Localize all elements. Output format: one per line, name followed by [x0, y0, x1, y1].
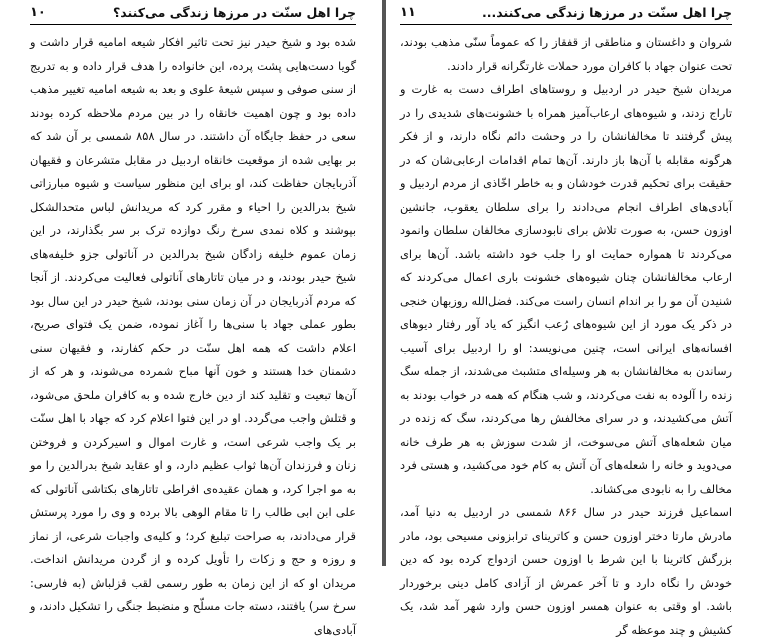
left-page [0, 0, 382, 637]
right-paragraph-2: مریدان شیخ حیدر در اردبیل و روستاهای اطراف دست به غارت و تاراج زدند، و شیوه‌های ارعاب‌آمیز همراه با خشونت‌های شدیدی را در پیش گرفتند تا مخالفانشان را در وحشت دائم نگاه دارند، و از فکر هرگونه مقابله با آن‌ها باز دارند. آن‌ها تمام اقدامات ارعابی‌شان که در حقیقت برای تحکیم قدرت خودشان و به خاطر اخّاذی از مردم اردبیل و آبادی‌های اطراف انجام می‌دادند را برای سلطان یعقوب، جانشین اوزون حسن، به صورت تلاش برای نابودسازی مخالفان سلطان وانمود می‌کردند تا همواره حمایت او را جلب خود داشته باشد. آن‌ها برای ارعاب مخالفانشان چنان شیوه‌های خشونت باری اعمال می‌کردند که شنیدن آن مو را بر اندام انسان راست می‌کند. فضل‌الله روزبهان خنجی در ذکر یک مورد از این شیوه‌های رُعب انگیز که یاد آور رفتار دیوهای افسانه‌های ایرانی است، چنین می‌نویسد: او را اردبیل برای آسیب رساندن به مخالفانشان به هر وسیله‌ای متشبث می‌شدند، از جمله سگ زنده را آلوده به نفت می‌کردند، و شب هنگام که همه در خواب بودند به آتش می‌کشیدند، و در سرای مخالفش رها می‌کردند، سگ که زنده در میان شعله‌های آتش می‌سوخت، از شدت سوزش به هر طرف خانه می‌دوید و خانه را شعله‌های آن آتش به کام خود می‌کشید، و هستی فرد مخالف را به نابودی می‌کشاند. [400, 82, 732, 496]
right-paragraph-1: شروان و داغستان و مناطقی از قفقاز را که عموماً سنّی مذهب بودند، تحت عنوان جهاد با کافران مورد حملات غارتگرانه قرار دادند. [400, 35, 732, 73]
right-page [386, 0, 768, 637]
left-paragraph-1: شده بود و شیخ حیدر نیز تحت تاثیر افکار شیعه امامیه قرار داشت و گویا دست‌هایی پشت پرده، این خانواده را هدف قرار داده و به تدریج از سنی صوفی و سپس شیعهٔ علوی و بعد به شیعه امامیه تغییر مذهب داده بود و چون اهمیت خانقاه را در بین مردم ملاحظه کرده بودند سعی در حفظ جایگاه آن داشتند. در سال ۸۵۸ شمسی بر آن شد که بر بهایی شده از موقعیت خانقاه اردبیل در مقابل متشرعان و فقیهان آذربایجان حفاظت کند، او برای این منظور سیاست و شیوه مبارزاتی شیخ بدرالدین را احیاء و مقرر کرد که مریدانش لباس متحدالشکل بپوشند و کلاه نمدی سرخ رنگ دوازده ترک بر سر بگذارند، در این زمان عموم خلیفه زادگان شیخ بدرالدین در آناتولی جزو خلیفه‌های شیخ حیدر بودند، و در میان تاتارهای آناتولی فعالیت می‌کردند. از آنجا که مردم آذربایجان در آن زمان سنی بودند، شیخ حیدر در این سال بود بطور عملی جهاد با سنی‌ها را آغاز نموده، ضمن یک فتوای صریح، اعلام داشت که همه اهل سنّت در حکم کفارند، و فقیهان سنی دشمنان خدا هستند و خون آنها مباح شمرده می‌شوند، و هر که از آن‌ها تبعیت و تقلید کند از دین خارج شده و به کافران ملحق می‌شود، و قتلش واجب می‌گردد. او در این فتوا اعلام کرد که جهاد با اهل سنّت بر یک واجب شرعی است، و غارت اموال و اسیرکردن و فروختن زنان و فرزندان آن‌ها ثواب عظیم دارد، و او عقاید شیخ بدرالدین را مو به مو اجرا کرد، و همان عقیده‌ی افراطی تاتارهای بکتاشی آناتولی که علی ابن ابی طالب را تا مقام الوهی بالا برده و وی را مورد پرستش قرار می‌دادند، به صراحت تبلیغ کرد؛ و کلیه‌ی واجبات شرعی، از نماز و روزه و حج و زکات را تأویل کرده و از گردن مریدانش انداخت. مریدان او که از این زمان به طور رسمی لقب قزلباش (به فارسی: سرخ سر) یافتند، دسته جات مسلّح و منضبط جنگی را تشکیل دادند، و آبادی‌های [30, 35, 356, 637]
left-page-title: چرا اهل سنّت در مرزها زندگی می‌کنند؟ [113, 5, 356, 20]
right-page-body [400, 31, 732, 642]
right-header-rule [400, 24, 732, 25]
right-page-number: ۱۱ [400, 5, 416, 20]
left-page-header [30, 4, 356, 22]
right-page-title: چرا اهل سنّت در مرزها زندگی می‌کنند... [482, 5, 732, 20]
left-header-rule [30, 24, 356, 25]
right-paragraph-3: اسماعیل فرزند حیدر در سال ۸۶۶ شمسی در اردبیل به دنیا آمد، مادرش مارتا دختر اوزون حسن و کاترینای ترابزونی مسیحی بود، مادر بزرگش کاترینا با این شرط با اوزون حسن ازدواج کرده بود که دین خودش را نگاه دارد و تا آخر عمرش از آزادی کامل دینی برخوردار باشد. او وقتی به عنوان همسر اوزون حسن وارد شهر آمد شد، یک کشیش و چند موعظه گر [400, 505, 733, 637]
left-page-body [30, 31, 356, 642]
left-page-number: ۱۰ [30, 5, 46, 20]
right-page-header [400, 4, 732, 22]
